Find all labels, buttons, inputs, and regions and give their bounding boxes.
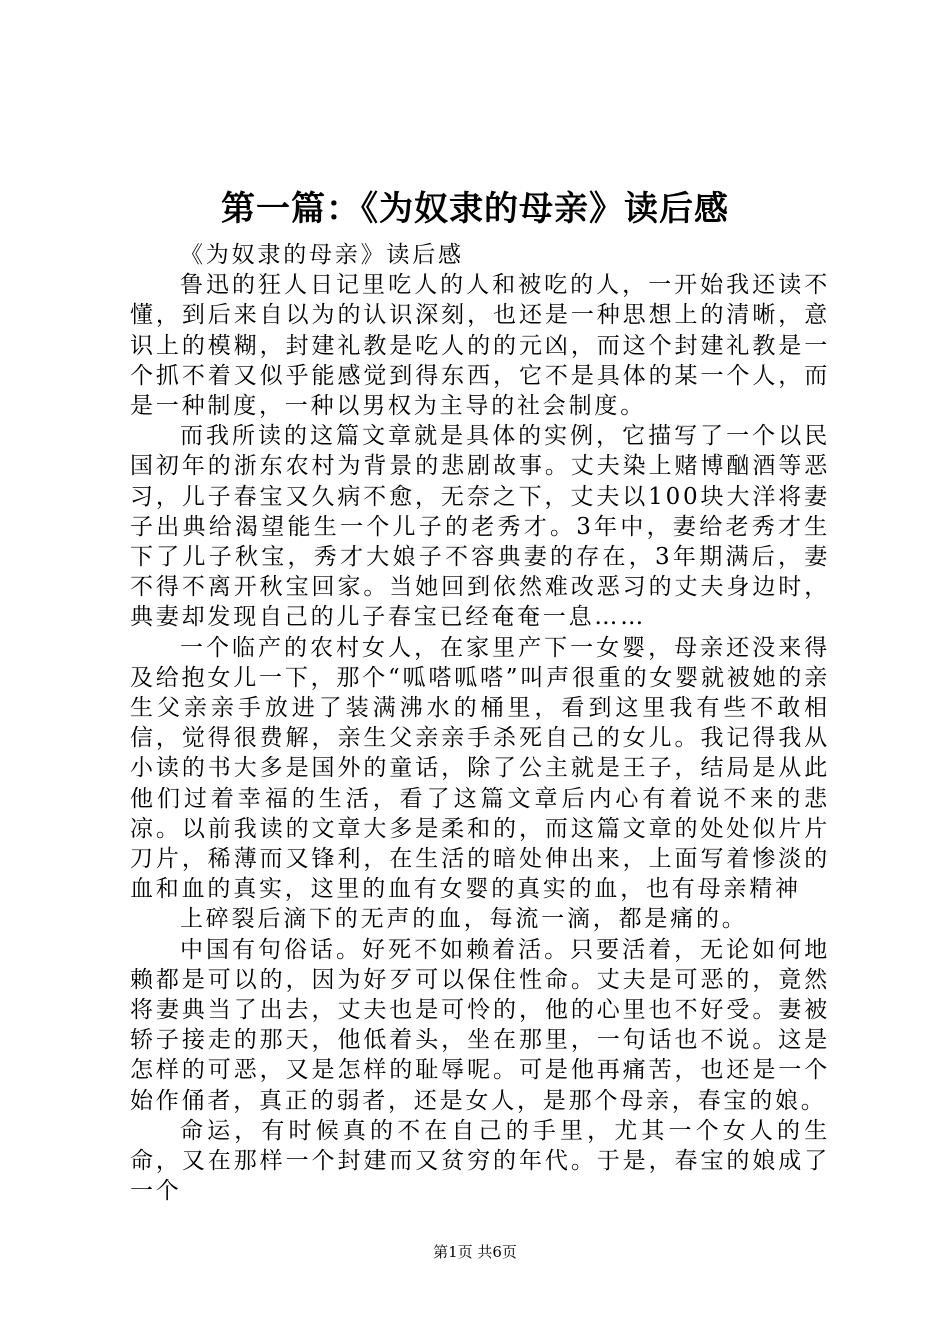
document-subtitle: 《为奴隶的母亲》读后感 bbox=[180, 242, 464, 268]
paragraph: 而我所读的这篇文章就是具体的实例，它描写了一个以民国初年的浙东农村为背景的悲剧故事。丈夫染上赌博酗酒等恶习，儿子春宝又久病不愈，无奈之下，丈夫以100块大洋将妻子出典给渴望能生一个儿子的老秀才。3年中，妻给老秀才生下了儿子秋宝，秀才大娘子不容典妻的存在，3年期满后，妻不得不离开秋宝回家。当她回到依然难改恶习的丈夫身边时，典妻却发现自己的儿子春宝已经奄奄一息…… bbox=[130, 423, 830, 631]
paragraph: 命运，有时候真的不在自己的手里，尤其一个女人的生命，又在那样一个封建而又贫穷的年代。于是，春宝的娘成了一个 bbox=[130, 1117, 830, 1205]
paragraph: 一个临产的农村女人，在家里产下一女婴，母亲还没来得及给抱女儿一下，那个“呱嗒呱嗒”叫声很重的女婴就被她的亲生父亲亲手放进了装满沸水的桶里，看到这里我有些不敢相信，觉得很费解，亲生父亲亲手杀死自己的女儿。我记得我从小读的书大多是国外的童话，除了公主就是王子，结局是从此他们过着幸福的生活，看了这篇文章后内心有着说不来的悲凉。以前我读的文章大多是柔和的，而这篇文章的处处似片片刀片，稀薄而又锋利，在生活的暗处伸出来，上面写着惨淡的血和血的真实，这里的血有女婴的真实的血，也有母亲精神 bbox=[130, 634, 830, 903]
document-body bbox=[130, 240, 830, 1207]
paragraph: 中国有句俗话。好死不如赖着活。只要活着，无论如何地赖都是可以的，因为好歹可以保住性命。丈夫是可恶的，竟然将妻典当了出去，丈夫也是可怜的，他的心里也不好受。妻被轿子接走的那天，他低着头，坐在那里，一句话也不说。这是怎样的可恶，又是怎样的耻辱呢。可是他再痛苦，也还是一个始作俑者，真正的弱者，还是女人，是那个母亲，春宝的娘。 bbox=[130, 936, 830, 1114]
page-footer: 第1页 共6页 bbox=[433, 1243, 517, 1261]
paragraph: 上碎裂后滴下的无声的血，每流一滴，都是痛的。 bbox=[180, 906, 748, 933]
paragraph: 鲁迅的狂人日记里吃人的人和被吃的人，一开始我还读不懂，到后来自以为的认识深刻，也还是一种思想上的清晰，意识上的模糊，封建礼教是吃人的的元凶，而这个封建礼教是一个抓不着又似乎能感觉到得东西，它不是具体的某一个人，而是一种制度，一种以男权为主导的社会制度。 bbox=[130, 272, 830, 420]
document-title: 第一篇：《为奴隶的母亲》读后感 bbox=[221, 189, 729, 229]
